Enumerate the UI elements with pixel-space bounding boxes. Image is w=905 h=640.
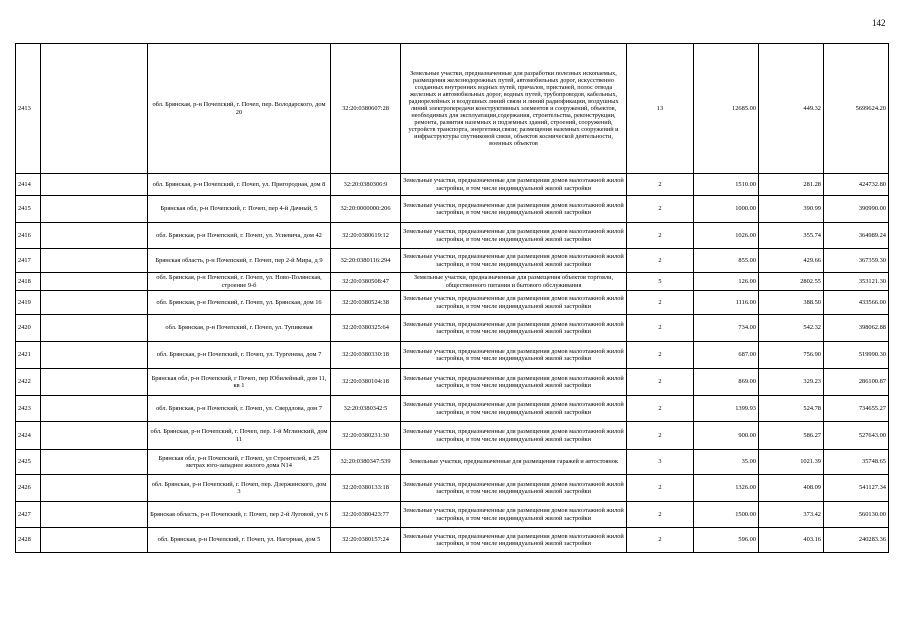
cell-cadastral-number: 32:20:0380116:294 bbox=[331, 249, 401, 273]
table-row bbox=[16, 315, 889, 342]
table-row bbox=[16, 223, 889, 249]
cell-specific-value: 408.09 bbox=[759, 475, 824, 502]
land-plot-table bbox=[15, 43, 889, 553]
cell-permitted-use: Земельные участки, предназначенные для размещения домов малоэтажной жилой застройки, в том числе индивидуальной жилой застройки bbox=[401, 369, 627, 396]
cell-address: обл. Брянская, р-н Почепский, г. Почеп, ул. Тупиковая bbox=[148, 315, 331, 342]
cell-category: 2 bbox=[627, 396, 694, 422]
cell-address: обл. Брянская, р-н Почепский, г. Почеп, ул. Усиевича, дом 42 bbox=[148, 223, 331, 249]
cell-record-number: 2424 bbox=[16, 422, 41, 450]
cell-address: обл. Брянская, р-н Почепский, г. Почеп, ул. Тургенева, дом 7 bbox=[148, 342, 331, 369]
cell-category: 13 bbox=[627, 44, 694, 174]
cell-address: Брянская обл, р-н Почепский, г Почеп, пер Юбилейный, дом 11, кв 1 bbox=[148, 369, 331, 396]
cell-blank bbox=[41, 475, 148, 502]
cell-record-number: 2422 bbox=[16, 369, 41, 396]
cell-record-number: 2423 bbox=[16, 396, 41, 422]
cell-record-number: 2413 bbox=[16, 44, 41, 174]
cell-record-number: 2421 bbox=[16, 342, 41, 369]
cell-record-number: 2416 bbox=[16, 223, 41, 249]
cell-record-number: 2414 bbox=[16, 174, 41, 196]
cell-cadastral-value: 35748.65 bbox=[824, 450, 889, 475]
cell-area: 869.00 bbox=[694, 369, 759, 396]
table-row bbox=[16, 369, 889, 396]
cell-permitted-use: Земельные участки, предназначенные для размещения домов малоэтажной жилой застройки, в том числе индивидуальной жилой застройки bbox=[401, 174, 627, 196]
cell-blank bbox=[41, 249, 148, 273]
cell-blank bbox=[41, 315, 148, 342]
cell-specific-value: 281.28 bbox=[759, 174, 824, 196]
cell-permitted-use: Земельные участки, предназначенные для размещения домов малоэтажной жилой застройки, в том числе индивидуальной жилой застройки bbox=[401, 396, 627, 422]
cell-area: 1510.00 bbox=[694, 174, 759, 196]
cell-blank bbox=[41, 396, 148, 422]
cell-cadastral-value: 560130.00 bbox=[824, 502, 889, 528]
cell-area: 734.00 bbox=[694, 315, 759, 342]
cell-category: 2 bbox=[627, 475, 694, 502]
cell-category: 2 bbox=[627, 249, 694, 273]
cell-cadastral-value: 541127.34 bbox=[824, 475, 889, 502]
cell-area: 1500.00 bbox=[694, 502, 759, 528]
table-row bbox=[16, 450, 889, 475]
table-row bbox=[16, 44, 889, 174]
cell-specific-value: 449.32 bbox=[759, 44, 824, 174]
cell-address: обл. Брянская, р-н Почепский, г. Почеп, ул. Брянская, дом 16 bbox=[148, 291, 331, 315]
table-row bbox=[16, 422, 889, 450]
cell-permitted-use: Земельные участки, предназначенные для разработки полезных ископаемых, размещения железнодорожных путей, автомобильных дорог, искусственно созданных внутренних водных путей, причалов, пристаней, полос отвода железных и автомобильных дорог, водных путей, трубопроводов, кабельных, радиорелейных и воздушных линий связи и линий радиофикации, воздушных линий электропередачи конструктивных элементов и сооружений, объектов, необходимых для эксплуатации,содержания, строительства, реконструкции, ремонта, развития наземных и подземных зданий, строений, сооружений, устройств транспорта, энергетики,связи; размещения наземных сооружений и инфраструктуры спутниковой связи, объектов космической деятельности, военных объектов bbox=[401, 44, 627, 174]
cell-category: 2 bbox=[627, 369, 694, 396]
cell-area: 1116.00 bbox=[694, 291, 759, 315]
cell-address: Брянская область, р-н Почепский, г. Почеп, пер 2-й Луговой, уч 6 bbox=[148, 502, 331, 528]
cell-cadastral-value: 286100.87 bbox=[824, 369, 889, 396]
cell-blank bbox=[41, 273, 148, 291]
cell-category: 2 bbox=[627, 223, 694, 249]
cell-cadastral-number: 32:20:0380508:47 bbox=[331, 273, 401, 291]
cell-cadastral-value: 398062.88 bbox=[824, 315, 889, 342]
cell-permitted-use: Земельные участки, предназначенные для размещения домов малоэтажной жилой застройки, в том числе индивидуальной жилой застройки bbox=[401, 528, 627, 553]
cell-area: 687.00 bbox=[694, 342, 759, 369]
table-row bbox=[16, 528, 889, 553]
cell-address: Брянская обл, р-н Почепский, г Почеп, ул Строителей, в 25 метрах юго-западнее жилого дома N14 bbox=[148, 450, 331, 475]
cell-specific-value: 373.42 bbox=[759, 502, 824, 528]
cell-category: 2 bbox=[627, 528, 694, 553]
cell-address: обл. Брянская, р-н Почепский, г. Почеп, ул. Пригородная, дом 8 bbox=[148, 174, 331, 196]
table-row bbox=[16, 396, 889, 422]
cell-blank bbox=[41, 196, 148, 223]
cell-specific-value: 329.23 bbox=[759, 369, 824, 396]
cell-record-number: 2426 bbox=[16, 475, 41, 502]
cell-record-number: 2420 bbox=[16, 315, 41, 342]
cell-cadastral-number: 32:20:0380423:77 bbox=[331, 502, 401, 528]
cell-address: обл. Брянская, р-н Почепский, г. Почеп, ул. Свердлова, дом 7 bbox=[148, 396, 331, 422]
cell-cadastral-number: 32:20:0380524:38 bbox=[331, 291, 401, 315]
cell-cadastral-value: 367359.30 bbox=[824, 249, 889, 273]
cell-record-number: 2417 bbox=[16, 249, 41, 273]
cell-blank bbox=[41, 528, 148, 553]
cell-blank bbox=[41, 422, 148, 450]
cell-category: 2 bbox=[627, 342, 694, 369]
cell-cadastral-value: 433566.00 bbox=[824, 291, 889, 315]
cell-permitted-use: Земельные участки, предназначенные для размещения домов малоэтажной жилой застройки, в том числе индивидуальной жилой застройки bbox=[401, 502, 627, 528]
table-row bbox=[16, 475, 889, 502]
cell-area: 1000.00 bbox=[694, 196, 759, 223]
table-row bbox=[16, 196, 889, 223]
cell-cadastral-value: 734655.27 bbox=[824, 396, 889, 422]
cell-permitted-use: Земельные участки, предназначенные для размещения домов малоэтажной жилой застройки, в том числе индивидуальной жилой застройки bbox=[401, 223, 627, 249]
cell-record-number: 2428 bbox=[16, 528, 41, 553]
cell-area: 596.00 bbox=[694, 528, 759, 553]
cell-specific-value: 429.66 bbox=[759, 249, 824, 273]
cell-cadastral-number: 32:20:0380157:24 bbox=[331, 528, 401, 553]
table-row bbox=[16, 502, 889, 528]
cell-category: 2 bbox=[627, 196, 694, 223]
cell-address: Брянская область, р-н Почепский, г. Почеп, пер 2-й Мира, д 9 bbox=[148, 249, 331, 273]
cell-blank bbox=[41, 223, 148, 249]
cell-cadastral-number: 32:20:0380607:28 bbox=[331, 44, 401, 174]
cell-blank bbox=[41, 174, 148, 196]
cell-cadastral-number: 32:20:0380347:539 bbox=[331, 450, 401, 475]
page-number: 142 bbox=[872, 18, 886, 28]
table-row bbox=[16, 249, 889, 273]
cell-category: 5 bbox=[627, 273, 694, 291]
cell-blank bbox=[41, 291, 148, 315]
cell-permitted-use: Земельные участки, предназначенные для размещения домов малоэтажной жилой застройки, в том числе индивидуальной жилой застройки bbox=[401, 342, 627, 369]
cell-permitted-use: Земельные участки, предназначенные для размещения гаражей и автостоянок bbox=[401, 450, 627, 475]
cell-category: 2 bbox=[627, 174, 694, 196]
cell-specific-value: 524.78 bbox=[759, 396, 824, 422]
cell-cadastral-number: 32:20:0380133:18 bbox=[331, 475, 401, 502]
cell-category: 2 bbox=[627, 502, 694, 528]
table-row bbox=[16, 291, 889, 315]
cell-area: 900.00 bbox=[694, 422, 759, 450]
cell-record-number: 2418 bbox=[16, 273, 41, 291]
cell-area: 855.00 bbox=[694, 249, 759, 273]
cell-cadastral-number: 32:20:0380330:18 bbox=[331, 342, 401, 369]
cell-area: 126.00 bbox=[694, 273, 759, 291]
cell-record-number: 2415 bbox=[16, 196, 41, 223]
cell-address: обл. Брянская, р-н Почепский, г. Почеп, ул. Нагорная, дом 5 bbox=[148, 528, 331, 553]
cell-blank bbox=[41, 342, 148, 369]
cell-blank bbox=[41, 44, 148, 174]
cell-cadastral-number: 32:20:0380342:5 bbox=[331, 396, 401, 422]
cell-address: обл. Брянская, р-н Почепский, г. Почеп, пер. 1-й Мглинский, дом 11 bbox=[148, 422, 331, 450]
cell-specific-value: 586.27 bbox=[759, 422, 824, 450]
cell-cadastral-number: 32:20:0380231:30 bbox=[331, 422, 401, 450]
cell-record-number: 2419 bbox=[16, 291, 41, 315]
cell-permitted-use: Земельные участки, предназначенные для размещения домов малоэтажной жилой застройки, в том числе индивидуальной жилой застройки bbox=[401, 422, 627, 450]
cell-address: обл. Брянская, р-н Почепский, г. Почеп, пер. Володарского, дом 20 bbox=[148, 44, 331, 174]
cell-blank bbox=[41, 369, 148, 396]
cell-cadastral-number: 32:20:0380306:9 bbox=[331, 174, 401, 196]
cell-cadastral-value: 527643.00 bbox=[824, 422, 889, 450]
cell-blank bbox=[41, 450, 148, 475]
cell-permitted-use: Земельные участки, предназначенные для размещения домов малоэтажной жилой застройки, в том числе индивидуальной жилой застройки bbox=[401, 475, 627, 502]
cell-area: 1326.00 bbox=[694, 475, 759, 502]
cell-cadastral-value: 424732.80 bbox=[824, 174, 889, 196]
cell-cadastral-number: 32:20:0000000:206 bbox=[331, 196, 401, 223]
cell-cadastral-value: 5699624.20 bbox=[824, 44, 889, 174]
cell-address: обл. Брянская, р-н Почепский, г. Почеп, пер. Дзержинского, дом 3 bbox=[148, 475, 331, 502]
cell-permitted-use: Земельные участки, предназначенные для размещения домов малоэтажной жилой застройки, в том числе индивидуальной жилой застройки bbox=[401, 196, 627, 223]
cell-specific-value: 542.32 bbox=[759, 315, 824, 342]
cell-record-number: 2427 bbox=[16, 502, 41, 528]
cell-address: Брянская обл, р-н Почепский, г. Почеп, пер 4-й Дачный, 5 bbox=[148, 196, 331, 223]
cell-area: 12685.00 bbox=[694, 44, 759, 174]
table-row bbox=[16, 342, 889, 369]
cell-permitted-use: Земельные участки, предназначенные для размещения домов малоэтажной жилой застройки, в том числе индивидуальной жилой застройки bbox=[401, 291, 627, 315]
cell-cadastral-value: 364989.24 bbox=[824, 223, 889, 249]
cell-specific-value: 388.50 bbox=[759, 291, 824, 315]
cell-record-number: 2425 bbox=[16, 450, 41, 475]
cell-specific-value: 1021.39 bbox=[759, 450, 824, 475]
cell-area: 35.00 bbox=[694, 450, 759, 475]
table-row bbox=[16, 273, 889, 291]
cell-category: 2 bbox=[627, 315, 694, 342]
cell-specific-value: 403.16 bbox=[759, 528, 824, 553]
cell-area: 1399.93 bbox=[694, 396, 759, 422]
cell-category: 2 bbox=[627, 422, 694, 450]
cell-blank bbox=[41, 502, 148, 528]
cell-category: 2 bbox=[627, 291, 694, 315]
table-body bbox=[16, 44, 889, 553]
cell-cadastral-value: 519990.30 bbox=[824, 342, 889, 369]
cell-cadastral-value: 390990.00 bbox=[824, 196, 889, 223]
cell-cadastral-value: 353121.30 bbox=[824, 273, 889, 291]
cell-cadastral-number: 32:20:0380104:18 bbox=[331, 369, 401, 396]
cell-area: 1026.00 bbox=[694, 223, 759, 249]
table-row bbox=[16, 174, 889, 196]
cell-specific-value: 355.74 bbox=[759, 223, 824, 249]
cell-cadastral-number: 32:20:0380619:12 bbox=[331, 223, 401, 249]
cell-specific-value: 756.90 bbox=[759, 342, 824, 369]
cell-cadastral-value: 240283.36 bbox=[824, 528, 889, 553]
cell-permitted-use: Земельные участки, предназначенные для размещения домов малоэтажной жилой застройки, в том числе индивидуальной жилой застройки bbox=[401, 315, 627, 342]
cell-permitted-use: Земельные участки, предназначенные для размещения объектов торговли, общественного питания и бытового обслуживания bbox=[401, 273, 627, 291]
cell-permitted-use: Земельные участки, предназначенные для размещения домов малоэтажной жилой застройки, в том числе индивидуальной жилой застройки bbox=[401, 249, 627, 273]
cell-address: обл. Брянская, р-н Почепский, г. Почеп, ул. Ново-Полянская, строение 9-б bbox=[148, 273, 331, 291]
cell-specific-value: 390.99 bbox=[759, 196, 824, 223]
cell-cadastral-number: 32:20:0380325:64 bbox=[331, 315, 401, 342]
cell-category: 3 bbox=[627, 450, 694, 475]
cell-specific-value: 2802.55 bbox=[759, 273, 824, 291]
